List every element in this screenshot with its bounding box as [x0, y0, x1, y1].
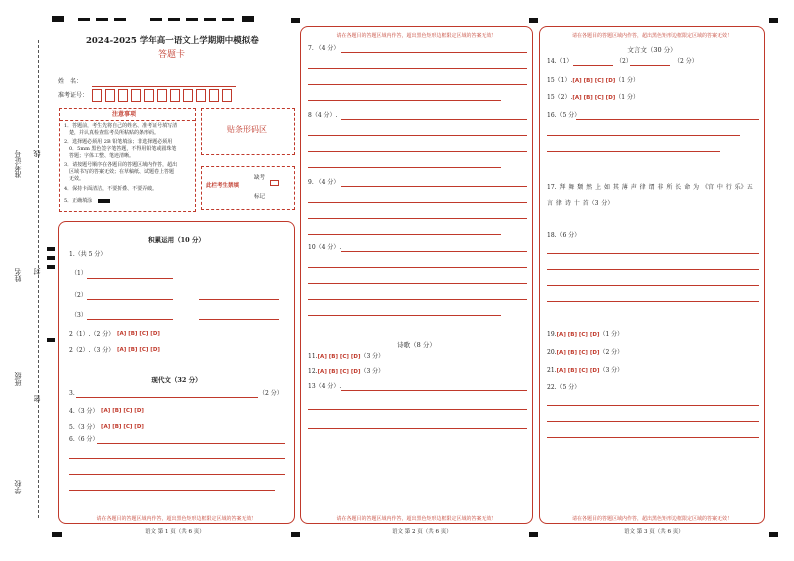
exam-title: 2024-2025 学年高一语文上学期期中模拟卷 — [86, 36, 259, 46]
fill-example: 5．正确填涂 — [64, 198, 110, 205]
absent-box: 此栏考生禁填 缺考 标记 — [201, 166, 295, 210]
alignment-mark — [242, 16, 254, 22]
footer-page3: 语文 第 3 页（共 6 页） — [624, 529, 684, 535]
alignment-mark — [291, 532, 300, 537]
section-xiandai: 现代文（32 分） — [151, 376, 202, 384]
options-q15-2[interactable]: [A] [B] [C] [D] — [572, 95, 616, 101]
alignment-mark — [186, 18, 198, 21]
alignment-mark — [204, 18, 216, 21]
notice-box: 注意事项 1．答题前，考生先将自己的姓名、准考证号填写清 楚，并认真检查监考员所粘贴的条形码。 2．选择题必须用 2B 铅笔填涂；非选择题必须用 0．5mm 黑色签字笔答题，不得用铅笔或圆珠笔 答题；字体工整、笔迹清晰。 3．请按题号顺序在各题目的答题区域内作答，超出 区域书写的答案无效；在草稿纸、试题卷上答题 无效。 4．保持卡面清洁，不要折叠、不要弄破。 5．正确填涂 — [59, 108, 196, 212]
options-q12[interactable]: [A] [B] [C] [D] — [317, 369, 361, 375]
options-q2-1[interactable]: [A] [B] [C] [D] — [117, 331, 160, 337]
alignment-mark — [52, 532, 62, 537]
side-mark — [47, 256, 55, 260]
barcode-area: 贴条形码区 — [201, 108, 295, 155]
alignment-mark — [222, 18, 234, 21]
section-jilei: 积累运用（10 分） — [148, 236, 205, 244]
options-q11[interactable]: [A] [B] [C] [D] — [317, 354, 361, 360]
side-label-class: 班级 — [14, 372, 22, 386]
id-label: 准考证号： — [58, 92, 89, 99]
side-label-school: 学校 — [14, 480, 22, 494]
side-mark — [47, 247, 55, 251]
alignment-mark — [529, 532, 538, 537]
side-mark — [47, 265, 55, 269]
options-q4[interactable]: [A] [B] [C] [D] — [101, 408, 144, 414]
name-label: 姓 名： — [58, 78, 83, 85]
side-label-feng: 封 — [33, 268, 41, 275]
alignment-mark — [291, 18, 300, 23]
alignment-mark — [114, 18, 126, 21]
section-wenyan: 文言文（30 分） — [627, 46, 677, 54]
binding-line — [38, 40, 39, 518]
side-mark — [47, 338, 55, 342]
side-label-xian: 线 — [33, 150, 41, 157]
side-label-name: 姓名 — [14, 268, 22, 282]
alignment-mark — [529, 18, 538, 23]
alignment-mark — [150, 18, 162, 21]
alignment-mark — [52, 16, 64, 22]
panel-page3-answers: 请在各题目的答题区域内作答，超出黑色矩形边框限定区域的答案无效！ 文言文（30 分） 14.（1） （2） （2 分） 15（1）.[A] [B] [C] [D]（1 分） 15（2）.[A] [B] [C] [D]（1 分） 16.（5 分） 17. 拜 舞 颓 然 上 如 其 薄 声 律 谓 非 所 长 命 为 《宫 中 行 乐》五 言 律 诗 十 首（3 分） 18.（6 分） 19.[A] [B] [C] [D]（1 分） 20.[A] [B] [C] [D]（2 分） 21.[A] [B] [C] [D]（3 分） 22.（5 分） 请在各题目的答题区域内作答，超出黑色矩形边框限定区域的答案无效！ — [539, 26, 765, 524]
answer-line[interactable] — [87, 278, 173, 279]
panel-page2-answers: 请在各题目的答题区域内作答，超出黑色矩形边框限定区域的答案无效！ 7. （4 分） 8（4 分）. 9. （4 分） 10（4 分）. 诗歌（8 分） 11.[A] [B] [C] [D]（3 分） 12.[A] [B] [C] [D]（3 分） 13（4 分）. 请在各题目的答题区域内作答，超出黑色矩形边框限定区域的答案无效！ — [300, 26, 533, 524]
options-q20[interactable]: [A] [B] [C] [D] — [556, 350, 600, 356]
name-field[interactable] — [92, 86, 236, 87]
options-q21[interactable]: [A] [B] [C] [D] — [556, 368, 600, 374]
absent-checkbox[interactable] — [270, 180, 279, 186]
alignment-mark — [96, 18, 108, 21]
options-q19[interactable]: [A] [B] [C] [D] — [556, 332, 600, 338]
side-label-mi: 密 — [33, 395, 41, 402]
options-q15-1[interactable]: [A] [B] [C] [D] — [572, 78, 616, 84]
options-q5[interactable]: [A] [B] [C] [D] — [101, 424, 144, 430]
side-label-id: 准考证号 — [14, 150, 22, 178]
section-shige: 诗歌（8 分） — [397, 341, 436, 349]
alignment-mark — [168, 18, 180, 21]
options-q2-2[interactable]: [A] [B] [C] [D] — [117, 347, 160, 353]
q17-prompt: 17. 拜 舞 颓 然 上 如 其 薄 声 律 谓 非 所 长 命 为 《宫 中 行 乐》五 言 律 诗 十 首（3 分） — [547, 184, 753, 207]
notice-title: 注意事项 — [112, 111, 137, 118]
footer-page2: 语文 第 2 页（共 6 页） — [392, 529, 452, 535]
alignment-mark — [769, 532, 778, 537]
absent-label: 此栏考生禁填 — [206, 183, 240, 189]
alignment-mark — [78, 18, 90, 21]
sheet-title: 答题卡 — [158, 50, 186, 60]
footer-page1: 语文 第 1 页（共 6 页） — [145, 529, 205, 535]
alignment-mark — [769, 18, 778, 23]
panel-page1-answers: 积累运用（10 分） 1.（共 5 分） （1） （2） （3） 2（1）.（2 分） [A] [B] [C] [D] 2（2）.（3 分） [A] [B] [C] [D] 现代文（32 分） 3. （2 分） 4.（3 分） [A] [B] [C] [D] 5.（3 分） [A] [B] [C] [D] 6.（6 分） 请在各题目的答题区域内作答，超出黑色矩形边框限定区域的答案无效！ — [58, 221, 295, 524]
